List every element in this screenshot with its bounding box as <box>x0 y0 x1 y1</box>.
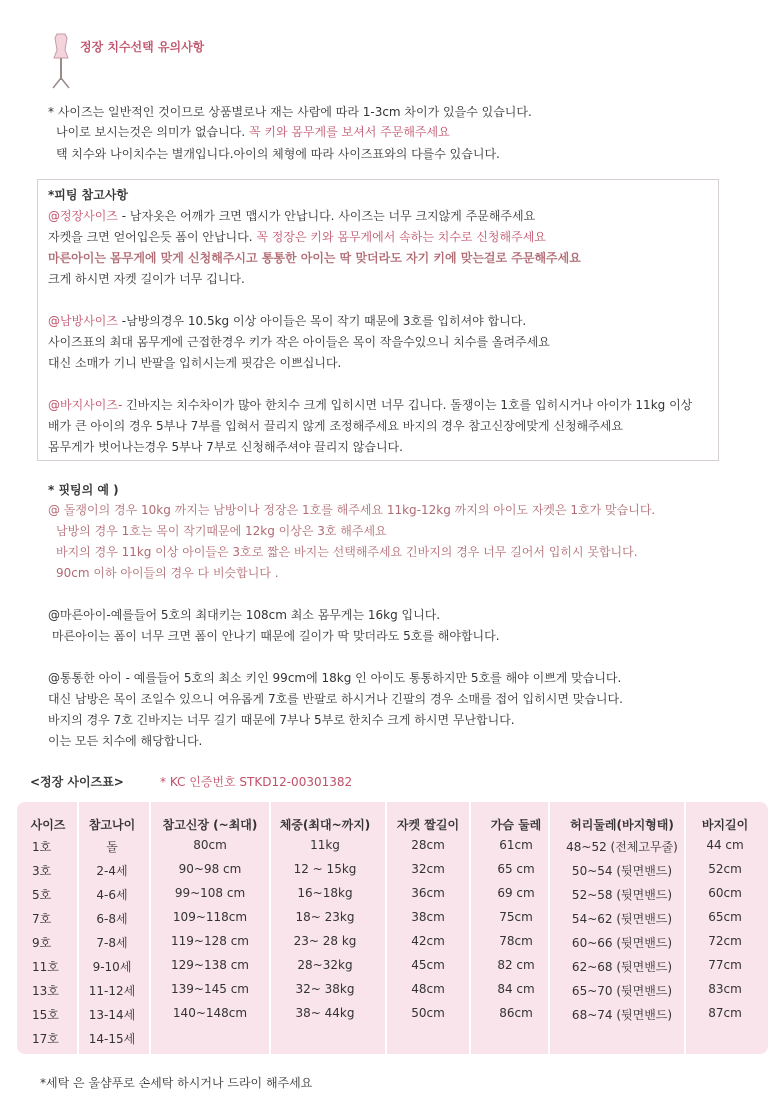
fitting-line <box>48 397 692 413</box>
fitting-label: @남방사이즈 <box>48 314 118 328</box>
fitting-label: @바지사이즈- <box>48 398 123 412</box>
example-line: @마른아이-예를들어 5호의 최대키는 108cm 최소 몸무게는 16kg 입니다. <box>48 608 441 622</box>
table-cell: 돌 <box>106 840 118 854</box>
table-cell: 52cm <box>708 862 742 876</box>
table-cell: 86cm <box>499 1006 533 1020</box>
table-cell: 50cm <box>411 1006 445 1020</box>
table-cell: 13-14세 <box>88 1008 136 1022</box>
table-cell: 17호 <box>32 1032 59 1046</box>
table-cell: 7호 <box>32 912 52 926</box>
size-table-title: <정장 사이즈표> <box>30 775 124 789</box>
fitting-highlight: 꼭 정장은 키와 몸무게에서 속하는 치수로 신청해주세요 <box>256 230 546 244</box>
table-cell: 99~108 cm <box>174 886 246 900</box>
fitting-text: 긴바지는 치수차이가 많아 한치수 크게 입히시면 너무 깁니다. 돌쟁이는 1호를 입히시거나 아이가 11kg 이상 <box>122 398 693 412</box>
fitting-text: - 남자옷은 어깨가 크면 맵시가 안납니다. 사이즈는 너무 크지않게 주문해주세요 <box>117 209 536 223</box>
fitting-line <box>48 208 535 224</box>
table-cell: 129~138 cm <box>171 958 249 972</box>
table-cell: 3호 <box>32 864 52 878</box>
note-line: 택 치수와 나이치수는 별개입니다.아이의 체형에 따라 사이즈표와의 다를수 있습니다. <box>56 147 500 161</box>
example-line: 바지의 경우 11kg 이상 아이들은 3호로 짧은 바지는 선택해주세요 긴바지의 경우 너무 길어서 입히시 못합니다. <box>56 545 638 559</box>
fitting-text: 자켓을 크면 얻어입은듯 폼이 안납니다. <box>48 230 257 244</box>
note-text: 나이로 보시는것은 의미가 없습니다. <box>56 125 246 139</box>
table-header: 참고나이 <box>88 818 136 832</box>
table-cell: 9-10세 <box>92 960 132 974</box>
table-cell: 2-4세 <box>96 864 128 878</box>
table-cell: 60cm <box>708 886 742 900</box>
table-cell: 1호 <box>32 840 52 854</box>
fitting-title: *피팅 참고사항 <box>48 188 129 202</box>
fitting-line: 대신 소매가 기니 반팔을 입히시는게 핏감은 이쁘십니다. <box>48 356 342 370</box>
fitting-highlight: 마른아이는 몸무게에 맞게 신청해주시고 통통한 아이는 딱 맞더라도 자기 키에 맞는걸로 주문해주세요 <box>48 251 581 265</box>
table-cell: 14-15세 <box>88 1032 136 1046</box>
example-line: 대신 남방은 목이 조일수 있으니 여유롭게 7호를 반팔로 하시거나 긴팔의 경우 소매를 접어 입히시면 맞습니다. <box>48 692 623 706</box>
table-cell: 18~ 23kg <box>295 910 355 924</box>
table-cell: 16~18kg <box>297 886 353 900</box>
table-cell: 80cm <box>193 838 227 852</box>
table-header: 참고신장 (~최대) <box>162 818 258 832</box>
table-cell: 48~52 (전체고무줄) <box>566 840 678 854</box>
example-line: @ 돌쟁이의 경우 10kg 까지는 남방이나 정장은 1호를 해주세요 11kg-12kg 까지의 아이도 자켓은 1호가 맞습니다. <box>48 503 656 517</box>
fitting-line: 사이즈표의 최대 몸무게에 근접한경우 키가 작은 아이들은 목이 작을수있으니 치수를 올려주세요 <box>48 335 550 349</box>
table-cell: 139~145 cm <box>171 982 249 996</box>
table-cell: 12 ~ 15kg <box>293 862 357 876</box>
table-cell: 78cm <box>499 934 533 948</box>
table-header: 가슴 둘레 <box>490 818 542 832</box>
table-cell: 42cm <box>411 934 445 948</box>
table-cell: 77cm <box>708 958 742 972</box>
example-line: 남방의 경우 1호는 목이 작기때문에 12kg 이상은 3호 해주세요 <box>56 524 387 538</box>
fitting-line <box>48 313 526 329</box>
fitting-line: 배가 큰 아이의 경우 5부나 7부를 입혀서 끌리지 않게 조정해주세요 바지의 경우 참고신장에맞게 신청해주세요 <box>48 419 623 433</box>
table-cell: 23~ 28 kg <box>293 934 357 948</box>
table-cell: 82 cm <box>497 958 535 972</box>
example-line: 마른아이는 폼이 너무 크면 폼이 안나기 때문에 길이가 딱 맞더라도 5호를 해야합니다. <box>52 629 500 643</box>
fitting-line: 몸무게가 벗어나는경우 5부나 7부로 신청해주셔야 끌리지 않습니다. <box>48 440 403 454</box>
table-cell: 11호 <box>32 960 59 974</box>
table-cell: 62~68 (뒷면밴드) <box>571 960 673 974</box>
table-cell: 65 cm <box>497 862 535 876</box>
note-line <box>56 124 450 140</box>
table-cell: 52~58 (뒷면밴드) <box>571 888 673 902</box>
table-cell: 61cm <box>499 838 533 852</box>
table-cell: 7-8세 <box>96 936 128 950</box>
table-cell: 9호 <box>32 936 52 950</box>
table-cell: 65~70 (뒷면밴드) <box>571 984 673 998</box>
table-header: 허리둘레(바지형태) <box>570 818 674 832</box>
note-line: * 사이즈는 일반적인 것이므로 상품별로나 재는 사람에 따라 1-3cm 차이가 있을수 있습니다. <box>48 105 532 119</box>
table-cell: 54~62 (뒷면밴드) <box>571 912 673 926</box>
table-cell: 36cm <box>411 886 445 900</box>
table-cell: 119~128 cm <box>171 934 249 948</box>
table-cell: 90~98 cm <box>178 862 242 876</box>
examples-title: * 핏팅의 예 ) <box>48 483 119 497</box>
table-cell: 45cm <box>411 958 445 972</box>
table-cell: 38~ 44kg <box>295 1006 355 1020</box>
example-line: 이는 모든 치수에 해당합니다. <box>48 734 203 748</box>
table-cell: 69 cm <box>497 886 535 900</box>
table-cell: 60~66 (뒷면밴드) <box>571 936 673 950</box>
mannequin-icon <box>48 32 74 90</box>
example-line: 90cm 이하 아이들의 경우 다 비슷합니다 . <box>56 566 279 580</box>
table-cell: 32cm <box>411 862 445 876</box>
table-cell: 65cm <box>708 910 742 924</box>
table-cell: 44 cm <box>706 838 744 852</box>
table-header: 사이즈 <box>30 818 66 832</box>
table-cell: 72cm <box>708 934 742 948</box>
table-cell: 15호 <box>32 1008 59 1022</box>
fitting-text: -남방의경우 10.5kg 이상 아이들은 목이 작기 때문에 3호를 입히셔야 합니다. <box>117 314 527 328</box>
kc-cert-number: * KC 인증번호 STKD12-00301382 <box>160 775 353 789</box>
fitting-line <box>48 229 546 245</box>
table-cell: 5호 <box>32 888 52 902</box>
table-header: 바지길이 <box>701 818 749 832</box>
page-title: 정장 치수선택 유의사항 <box>80 40 205 54</box>
fitting-label: @정장사이즈 <box>48 209 118 223</box>
table-cell: 87cm <box>708 1006 742 1020</box>
table-header: 체중(최대~까지) <box>279 818 371 832</box>
table-cell: 28cm <box>411 838 445 852</box>
washing-note: *세탁 은 울샴푸로 손세탁 하시거나 드라이 해주세요 <box>40 1076 313 1090</box>
example-line: @통통한 아이 - 예를들어 5호의 최소 키인 99cm에 18kg 인 아이도 통통하지만 5호를 해야 이쁘게 맞습니다. <box>48 671 622 685</box>
table-cell: 84 cm <box>497 982 535 996</box>
table-cell: 11-12세 <box>88 984 136 998</box>
table-cell: 140~148cm <box>172 1006 248 1020</box>
table-cell: 68~74 (뒷면밴드) <box>571 1008 673 1022</box>
table-cell: 6-8세 <box>96 912 128 926</box>
table-cell: 11kg <box>310 838 340 852</box>
table-cell: 32~ 38kg <box>295 982 355 996</box>
note-highlight: 꼭 키와 몸무게를 보셔서 주문해주세요 <box>248 125 450 139</box>
table-cell: 83cm <box>708 982 742 996</box>
table-cell: 28~32kg <box>297 958 353 972</box>
table-cell: 48cm <box>411 982 445 996</box>
table-cell: 50~54 (뒷면밴드) <box>571 864 673 878</box>
table-cell: 109~118cm <box>172 910 248 924</box>
table-header: 자켓 짤길이 <box>396 818 460 832</box>
table-cell: 4-6세 <box>96 888 128 902</box>
table-cell: 38cm <box>411 910 445 924</box>
example-line: 바지의 경우 7호 긴바지는 너무 길기 때문에 7부나 5부로 한치수 크게 하시면 무난합니다. <box>48 713 515 727</box>
fitting-line: 크게 하시면 자켓 길이가 너무 깁니다. <box>48 272 245 286</box>
table-cell: 13호 <box>32 984 59 998</box>
table-cell: 75cm <box>499 910 533 924</box>
